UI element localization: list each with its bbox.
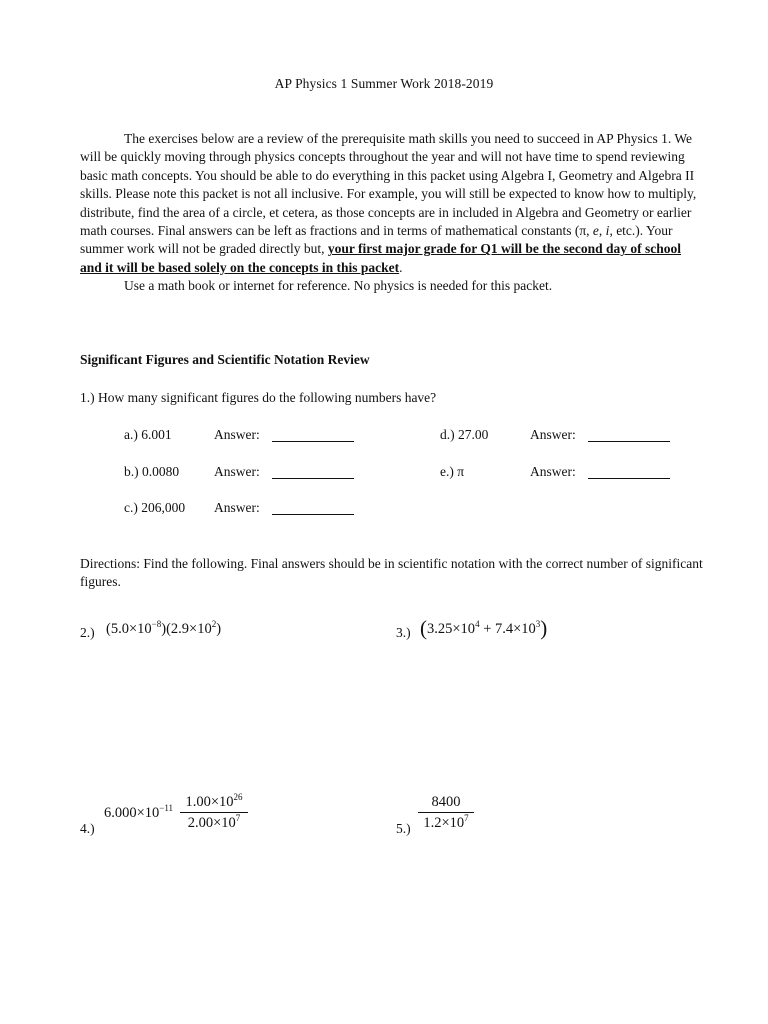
problem-3-number: 3.) [396,625,411,640]
intro-text-cont: , etc.). Your summer work will not be graded directly but, [80,223,673,257]
p2-factor-b-mantissa: (2.9×10 [166,621,212,637]
p2-factor-b-close: ) [216,621,222,637]
p3-open-paren: ( [420,616,427,640]
problem-4-fraction [180,792,248,833]
p2-factor-a-mantissa: (5.0×10 [106,621,152,637]
answer-blank[interactable] [588,464,670,479]
p5-denominator-mantissa: 1.2×10 [423,815,465,831]
p2-factor-a-close: ) [161,621,167,637]
answer-label: Answer: [530,464,576,479]
problem-4-number: 4.) [80,821,95,836]
problem-2-expression [106,621,221,638]
p4-numerator-exponent: 26 [233,792,243,802]
p5-denominator [418,813,474,833]
item-label: d.) 27.00 [440,427,489,442]
item-label: b.) 0.0080 [124,464,180,479]
constant-e: e [592,223,599,239]
p4-coef-exponent: −11 [159,803,174,813]
p2-factor-b-exponent: 2 [211,619,217,629]
item-label: c.) 206,000 [124,500,186,515]
constant-i: i [605,223,610,239]
directions-text: Directions: Find the following. Final answers should be in scientific notation with the correct number of significant figures. [80,556,703,590]
problem-2-number: 2.) [80,625,95,640]
problem-5-number: 5.) [396,821,411,836]
p3-term-a-exponent: 4 [475,619,480,629]
item-label: e.) π [440,464,465,479]
answer-blank[interactable] [588,427,670,442]
intro-comma: , [598,223,606,239]
p5-denominator-exponent: 7 [464,813,469,823]
p4-denominator-exponent: 7 [235,813,241,823]
p4-numerator-mantissa: 1.00×10 [185,794,234,810]
answer-label: Answer: [214,427,260,442]
question-1-prompt: 1.) How many significant figures do the following numbers have? [80,390,437,405]
p4-denominator [180,813,248,833]
answer-label: Answer: [214,464,260,479]
p4-denominator-mantissa: 2.00×10 [187,815,236,831]
intro-text: The exercises below are a review of the prerequisite math skills you need to succeed in AP Physics 1. We will be quickly moving through physics concepts throughout the year and will not have time to spend reviewing basic math concepts. You should be able to do everything in this packet using Algebra I, Geometry and Algebra II skills. Please note this packet is not all inclusive. For example, you will still be expected to know how to multiply, distribute, find the area of a circle, et cetera, as those concepts are in included in Algebra and Geometry or earlier math courses. Final answers can be left as fractions and in terms of mathematical constants (π, [80,131,697,239]
p5-numerator: 8400 [431,794,461,810]
p3-close-paren: ) [540,616,548,640]
item-label: a.) 6.001 [124,427,172,442]
problem-5-fraction [418,792,474,833]
p3-term-b-exponent: 3 [535,619,541,629]
p4-coef-mantissa: 6.000×10 [104,805,160,821]
p3-term-b-mantissa: + 7.4×10 [479,621,536,637]
answer-blank[interactable] [272,464,354,479]
reference-note: Use a math book or internet for reference. No physics is needed for this packet. [124,278,553,294]
problem-3-expression [420,616,547,641]
answer-blank[interactable] [272,500,354,515]
p4-numerator [180,792,248,812]
answer-blank[interactable] [272,427,354,442]
p2-factor-a-exponent: −8 [151,619,162,629]
section-heading: Significant Figures and Scientific Notation Review [80,352,370,367]
p3-term-a-mantissa: 3.25×10 [427,621,476,637]
answer-label: Answer: [214,500,260,515]
intro-period: . [399,259,403,275]
page-title: AP Physics 1 Summer Work 2018-2019 [274,76,494,91]
problem-4-coefficient [104,805,173,822]
answer-label: Answer: [530,427,576,442]
grading-emphasis: your first major grade for Q1 will be the second day of school and it will be based solely on the concepts in this packet [80,241,682,275]
intro-paragraph [80,130,700,296]
